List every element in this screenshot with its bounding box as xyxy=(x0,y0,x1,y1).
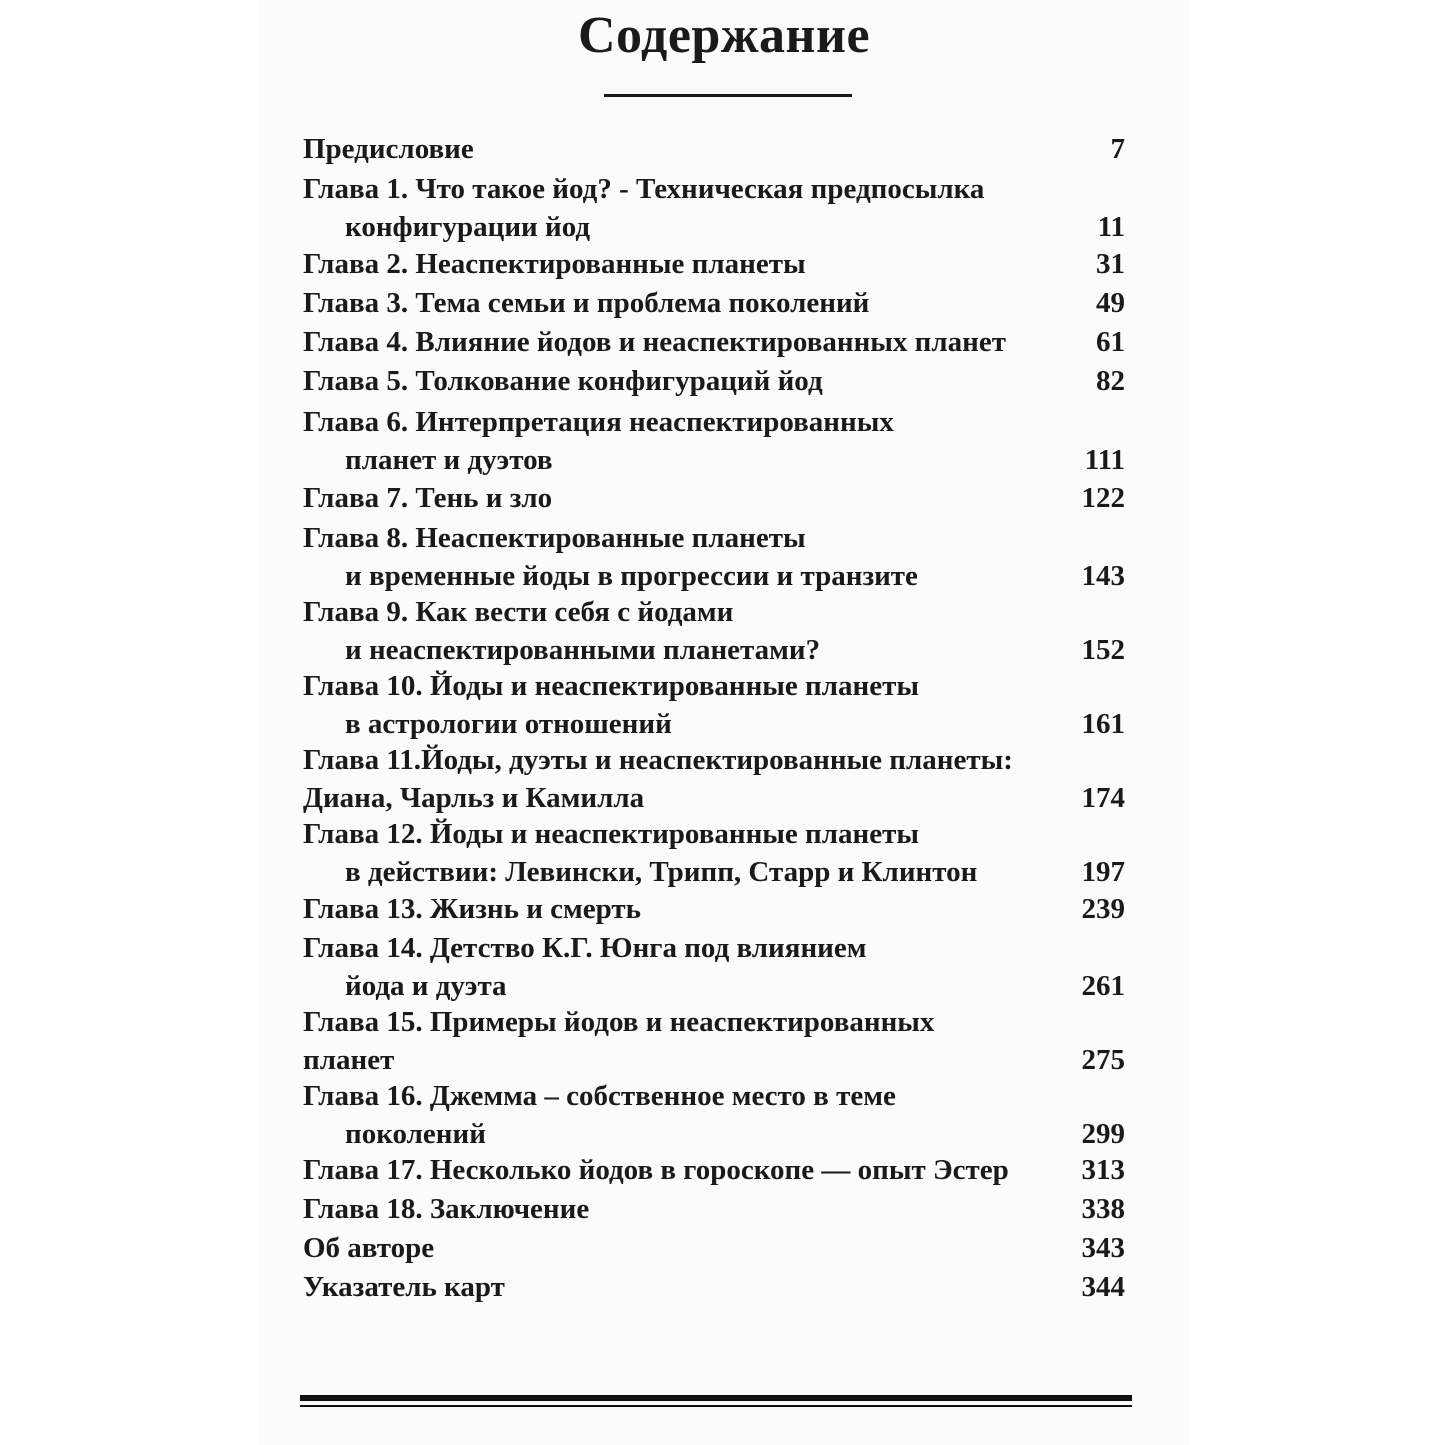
toc-entry-title: Глава 12. Йоды и неаспектированные планеты xyxy=(303,818,919,850)
toc-entry xyxy=(303,741,1125,817)
toc-entry xyxy=(303,929,1125,1005)
toc-entry-title: Глава 17. Несколько йодов в гороскопе — опыт Эстер xyxy=(303,1154,1009,1186)
toc-entry-page-number: 338 xyxy=(1081,1193,1125,1225)
toc-entry-title: Об авторе xyxy=(303,1232,435,1264)
toc-entry-page-number: 7 xyxy=(1110,133,1125,165)
toc-entry xyxy=(303,284,1125,322)
toc-entry-title: Глава 2. Неаспектированные планеты xyxy=(303,248,806,280)
toc-entry xyxy=(303,245,1125,283)
toc-entry-title: Глава 13. Жизнь и смерть xyxy=(303,893,641,925)
toc-entry-title-continuation: йода и дуэта xyxy=(345,970,507,1002)
toc-entry xyxy=(303,362,1125,400)
toc-entry-title: Глава 1. Что такое йод? - Техническая предпосылка xyxy=(303,173,985,205)
toc-entry xyxy=(303,1190,1125,1228)
toc-entry-title: Глава 9. Как вести себя с йодами xyxy=(303,596,734,628)
toc-entry-title-continuation: планет и дуэтов xyxy=(345,444,553,476)
toc-entry-title: Глава 6. Интерпретация неаспектированных xyxy=(303,406,894,438)
toc-entry-title-continuation: в действии: Левински, Трипп, Старр и Клинтон xyxy=(345,856,978,888)
book-page xyxy=(258,0,1190,1445)
toc-entry-page-number: 261 xyxy=(1081,970,1125,1002)
toc-entry-page-number: 239 xyxy=(1081,893,1125,925)
toc-entry xyxy=(303,890,1125,928)
bottom-rule-thin xyxy=(300,1405,1132,1407)
toc-entry xyxy=(303,130,1125,168)
toc-entry-title-continuation: в астрологии отношений xyxy=(345,708,672,740)
toc-entry xyxy=(303,170,1125,246)
toc-entry-page-number: 197 xyxy=(1081,856,1125,888)
toc-entry-title: Глава 4. Влияние йодов и неаспектированных планет xyxy=(303,326,1006,358)
toc-entry-title: Указатель карт xyxy=(303,1271,505,1303)
toc-entry-title: Глава 8. Неаспектированные планеты xyxy=(303,522,806,554)
toc-entry-title: Глава 3. Тема семьи и проблема поколений xyxy=(303,287,870,319)
toc-entry-page-number: 343 xyxy=(1081,1232,1125,1264)
toc-entry-title: Глава 16. Джемма – собственное место в теме xyxy=(303,1080,896,1112)
toc-entry-page-number: 299 xyxy=(1081,1118,1125,1150)
toc-entry-page-number: 313 xyxy=(1081,1154,1125,1186)
toc-entry xyxy=(303,1229,1125,1267)
toc-entry xyxy=(303,1003,1125,1079)
toc-entry-title: Глава 14. Детство К.Г. Юнга под влиянием xyxy=(303,932,867,964)
toc-entry-page-number: 61 xyxy=(1096,326,1125,358)
toc-entry-page-number: 174 xyxy=(1081,782,1125,814)
toc-entry-title: Глава 10. Йоды и неаспектированные планеты xyxy=(303,670,919,702)
toc-entry xyxy=(303,1151,1125,1189)
toc-entry-title-continuation: конфигурации йод xyxy=(345,211,591,243)
toc-entry xyxy=(303,479,1125,517)
toc-entry xyxy=(303,323,1125,361)
toc-entry-title: Предисловие xyxy=(303,133,474,165)
toc-entry xyxy=(303,593,1125,669)
toc-entry-title-continuation: и неаспектированными планетами? xyxy=(345,634,821,666)
toc-entry-page-number: 275 xyxy=(1081,1044,1125,1076)
toc-entry xyxy=(303,403,1125,479)
toc-entry-title: Глава 11.Йоды, дуэты и неаспектированные планеты: xyxy=(303,744,1013,776)
toc-entry-page-number: 11 xyxy=(1097,211,1125,243)
toc-entry xyxy=(303,815,1125,891)
bottom-rule xyxy=(300,1395,1132,1401)
toc-entry-page-number: 344 xyxy=(1081,1271,1125,1303)
toc-entry-page-number: 31 xyxy=(1096,248,1125,280)
toc-entry-title-continuation: планет xyxy=(303,1044,395,1076)
toc-entry-title: Глава 15. Примеры йодов и неаспектированных xyxy=(303,1006,935,1038)
toc-entry-page-number: 49 xyxy=(1096,287,1125,319)
title-underline xyxy=(604,94,852,97)
toc-entry-title: Глава 18. Заключение xyxy=(303,1193,590,1225)
toc-entry-page-number: 111 xyxy=(1084,444,1125,476)
toc-entry xyxy=(303,667,1125,743)
toc-entry-title: Глава 7. Тень и зло xyxy=(303,482,553,514)
toc-entry-page-number: 143 xyxy=(1081,560,1125,592)
toc-entry-page-number: 122 xyxy=(1081,482,1125,514)
toc-entry-page-number: 82 xyxy=(1096,365,1125,397)
toc-entry-title-continuation: поколений xyxy=(345,1118,486,1150)
toc-entry xyxy=(303,1077,1125,1153)
toc-entry-page-number: 152 xyxy=(1081,634,1125,666)
toc-entry-title: Глава 5. Толкование конфигураций йод xyxy=(303,365,823,397)
page-title: Содержание xyxy=(577,7,871,64)
toc-entry-title-continuation: и временные йоды в прогрессии и транзите xyxy=(345,560,918,592)
toc-entry xyxy=(303,1268,1125,1306)
toc-entry xyxy=(303,519,1125,595)
toc-entry-page-number: 161 xyxy=(1081,708,1125,740)
toc-entry-title-continuation: Диана, Чарльз и Камилла xyxy=(303,782,645,814)
